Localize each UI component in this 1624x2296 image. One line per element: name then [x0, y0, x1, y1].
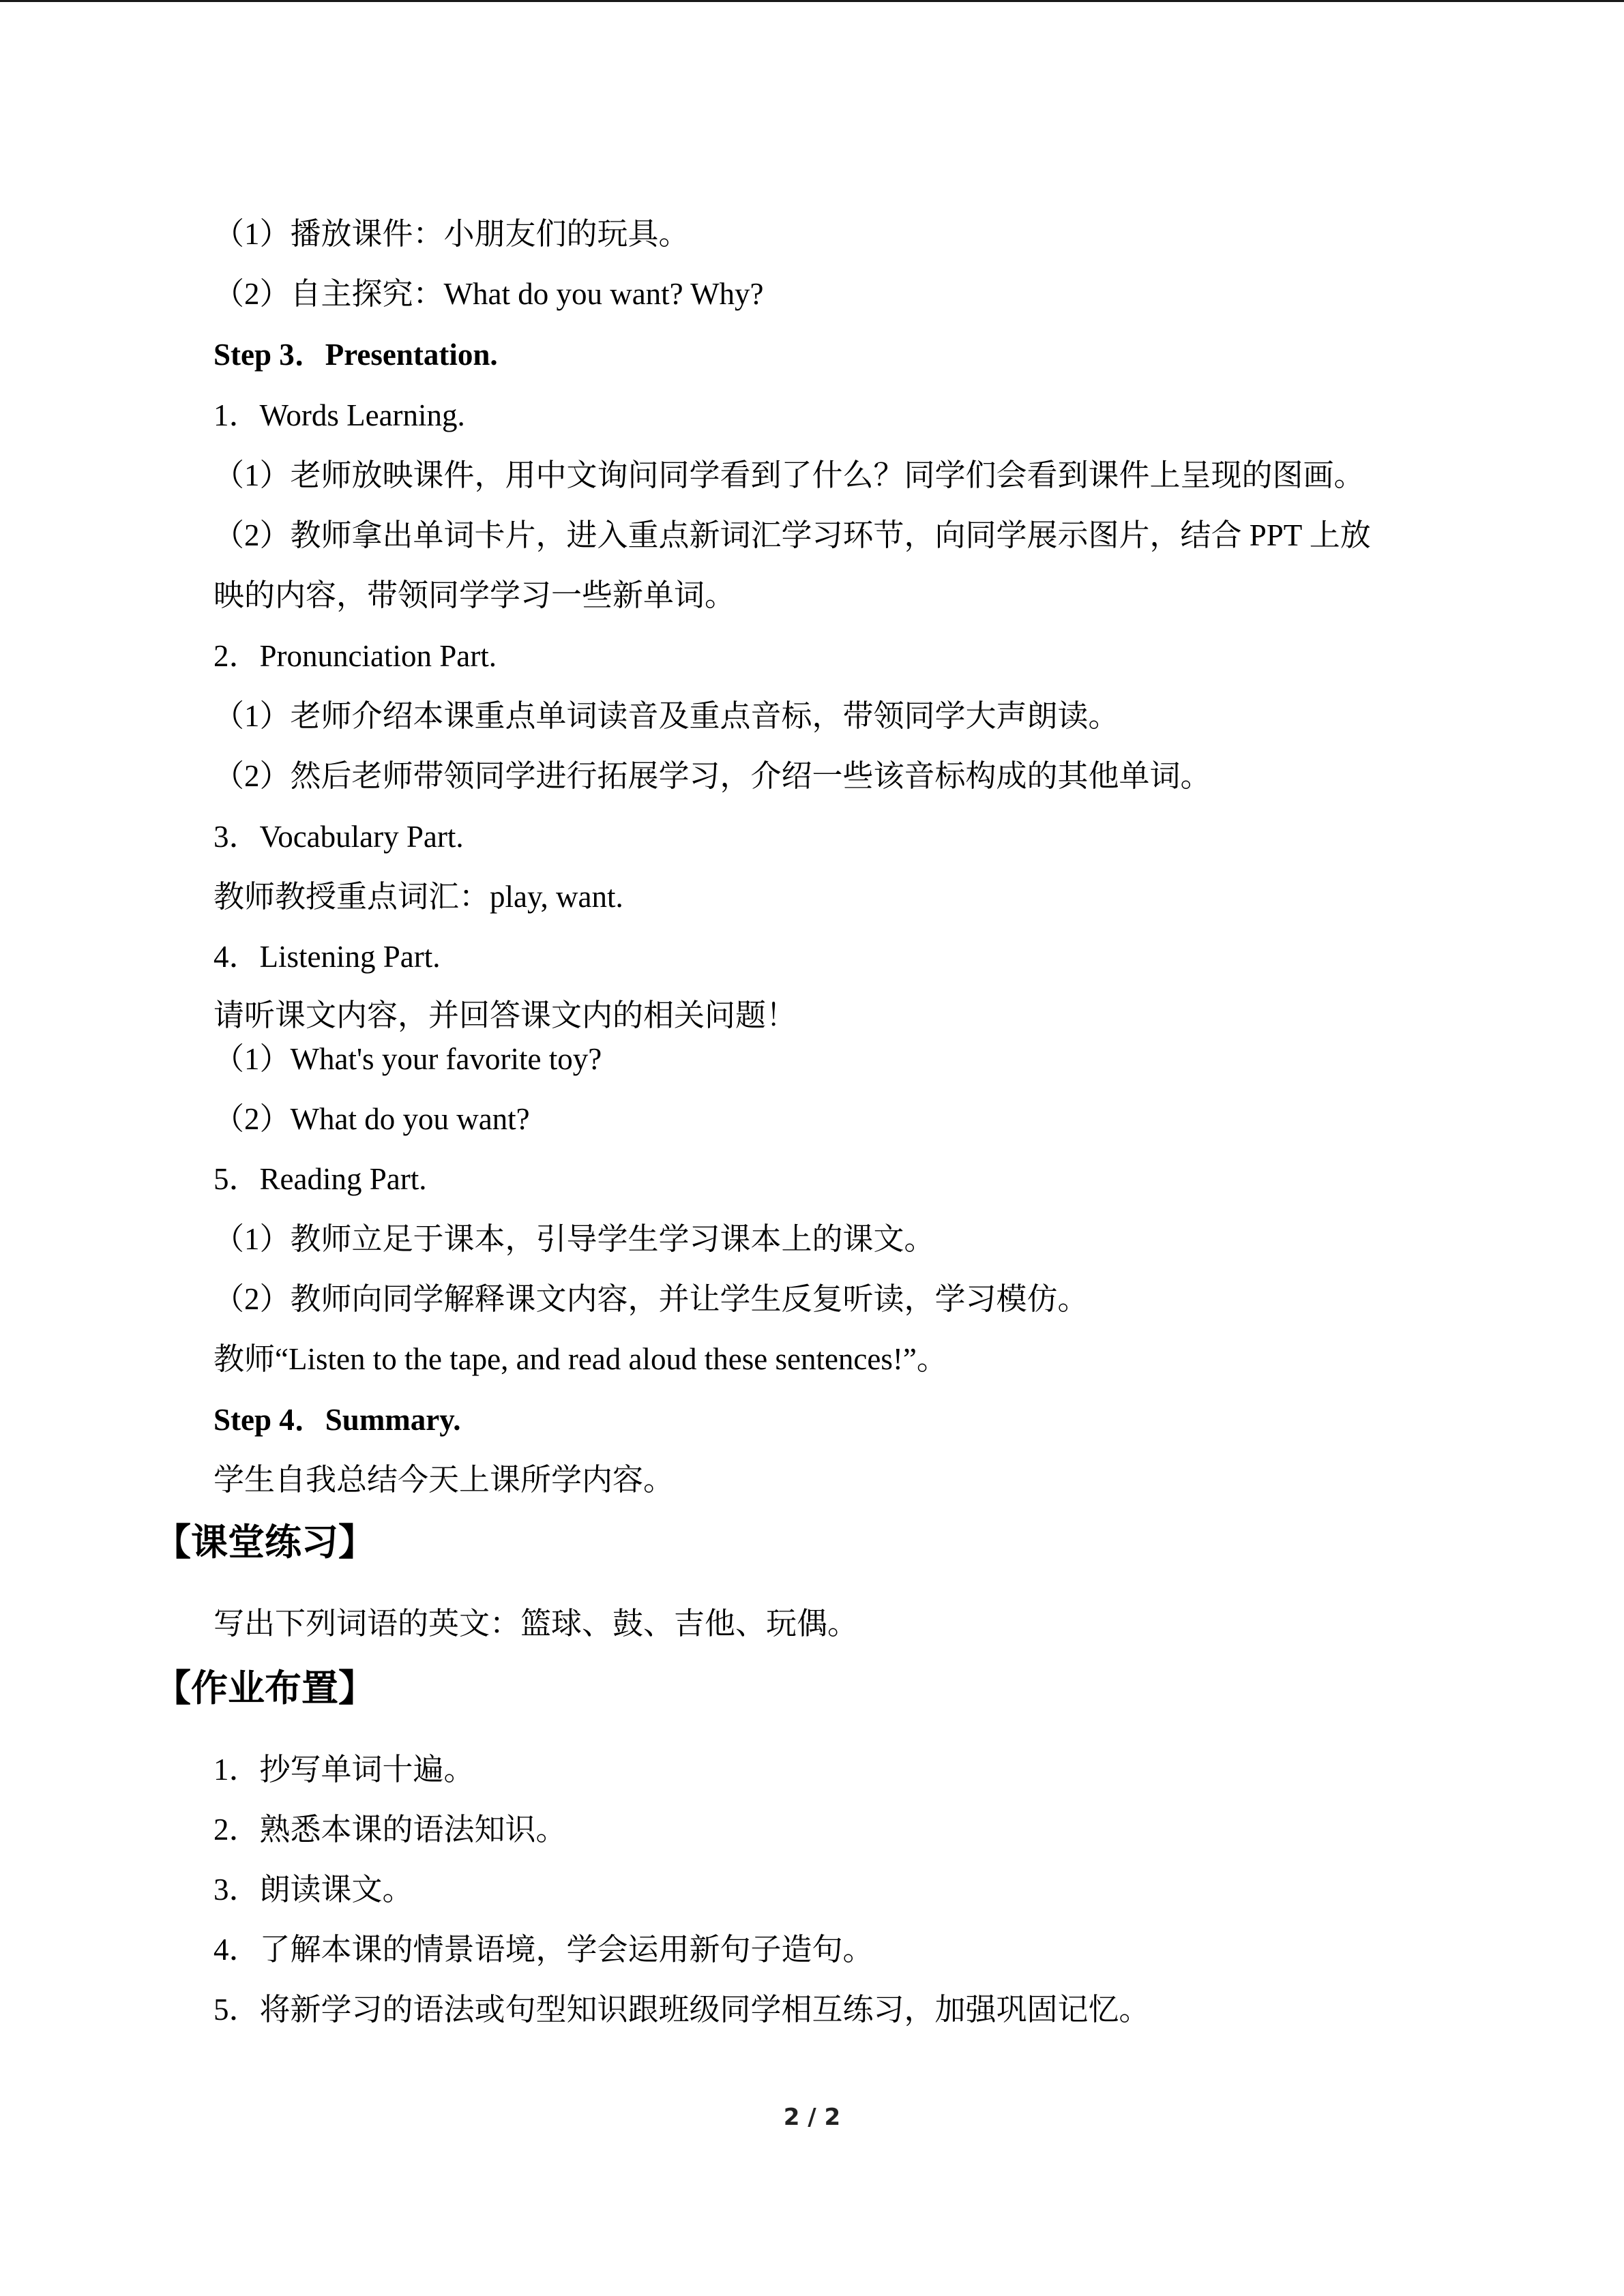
page-number: 2 / 2	[783, 2104, 841, 2131]
text-line: 映的内容，带领同学学习一些新单词。	[213, 578, 736, 612]
text-line: 5．Reading Part.	[213, 1162, 427, 1196]
text-line: （2）教师向同学解释课文内容，并让学生反复听读，学习模仿。	[213, 1282, 1089, 1316]
practice-text: 写出下列词语的英文：篮球、鼓、吉他、玩偶。	[213, 1607, 859, 1641]
text-line: 教师教授重点词汇：play, want.	[213, 880, 623, 914]
text-line: 教师“Listen to the tape, and read aloud these sentences!”。	[213, 1342, 947, 1376]
text-line: （2）然后老师带领同学进行拓展学习，介绍一些该音标构成的其他单词。	[213, 759, 1211, 793]
text-line: （1）老师介绍本课重点单词读音及重点音标，带领同学大声朗读。	[213, 699, 1119, 733]
section-heading-practice: 【课堂练习】	[154, 1521, 375, 1564]
text-line: 请听课文内容，并回答课文内的相关问题！	[213, 998, 797, 1032]
text-line: （1）播放课件：小朋友们的玩具。	[213, 217, 690, 251]
step-heading: Step 4．Summary.	[213, 1403, 461, 1437]
homework-item: 4．了解本课的情景语境，学会运用新句子造句。	[213, 1933, 874, 1967]
text-line: （2）自主探究：What do you want? Why?	[213, 277, 764, 311]
step-heading: Step 3．Presentation.	[213, 338, 498, 372]
text-line: （2）What do you want?	[213, 1102, 530, 1136]
text-line: 2．Pronunciation Part.	[213, 639, 497, 673]
text-line: （1）老师放映课件，用中文询问同学看到了什么？同学们会看到课件上呈现的图画。	[213, 458, 1365, 492]
text-line: 学生自我总结今天上课所学内容。	[213, 1463, 675, 1497]
homework-item: 5．将新学习的语法或句型知识跟班级同学相互练习，加强巩固记忆。	[213, 1993, 1150, 2027]
homework-item: 2．熟悉本课的语法知识。	[213, 1813, 567, 1847]
text-line: 4．Listening Part.	[213, 940, 441, 974]
homework-item: 1．抄写单词十遍。	[213, 1753, 475, 1787]
text-line: （1）教师立足于课本，引导学生学习课本上的课文。	[213, 1222, 935, 1256]
homework-item: 3．朗读课文。	[213, 1873, 413, 1907]
text-line: （2）教师拿出单词卡片，进入重点新词汇学习环节，向同学展示图片，结合 PPT 上放	[213, 518, 1371, 552]
section-heading-homework: 【作业布置】	[154, 1667, 375, 1710]
text-line: 3．Vocabulary Part.	[213, 820, 464, 854]
text-line: 1．Words Learning.	[213, 398, 465, 432]
text-line: （1）What's your favorite toy?	[213, 1042, 602, 1076]
